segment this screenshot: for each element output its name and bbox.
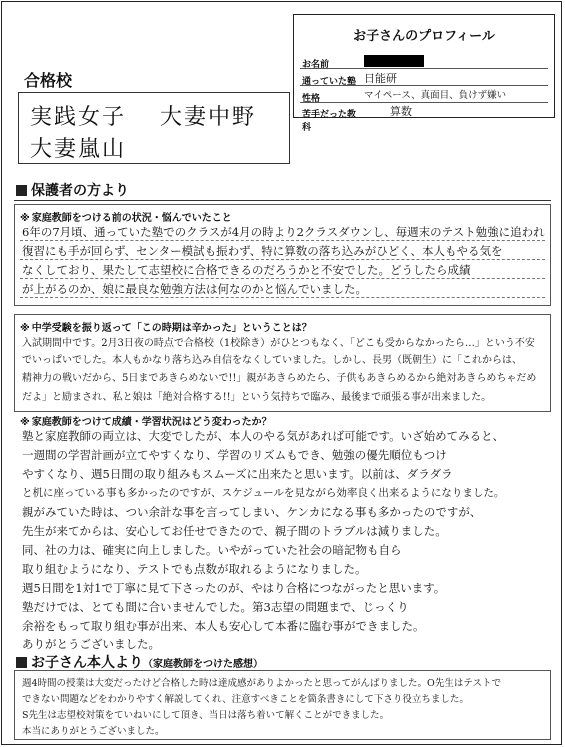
q3-title: ※ 家庭教師をつけて成績・学習状況はどう変わったか？ xyxy=(20,417,272,428)
q3-line: と机に座っている事も多かったのですが、スケジュールを見ながら効率良く出来るようになりました。 xyxy=(22,487,505,499)
school-label: 通っていた塾 xyxy=(302,77,357,87)
q1-title: ※ 家庭教師をつける前の状況・悩んでいたこと xyxy=(20,213,232,224)
parents-section-title: 保護者の方より xyxy=(16,180,129,200)
q3-line: 一週間の学習計画が立てやすくなり、学習のリズムもでき、勉強の優先順位もつけ xyxy=(22,448,447,462)
gokaku-title: 合格校 xyxy=(24,71,73,90)
q1-line: 復習にも手が回らず、センター模試も振わず、特に算数の落ち込みがひどく、本人もやる気を xyxy=(22,244,503,258)
q1-line: 6年の7月頃、通っていた塾でのクラスが4月の時より2クラスダウンし、毎週末のテスト勉強に追われ xyxy=(22,225,545,239)
child-section-title: お子さん本人より（家庭教師をつけた感想） xyxy=(16,652,263,672)
school-3: 大妻嵐山 xyxy=(30,137,127,162)
school-2: 大妻中野 xyxy=(160,105,257,130)
q1-line: が上がるのか、娘に最良な勉強方法は何なのかと悩んでいました。 xyxy=(22,282,367,296)
q2-line: 精神力の戦いだから、5日まであきらめないで!!」親があきらめたら、子供もあきらめるから絶対あきらめちゃだめ xyxy=(22,373,537,384)
q2-line: だよ」と励まされ、私と娘は「絶対合格する!!」という気持ちで臨み、最後まで頑張る事が出来ました。 xyxy=(22,392,492,403)
profile-box xyxy=(293,14,555,133)
q3-line: 同、社の力は、確実に向上しました。いやがっていた社会の暗記物も自ら xyxy=(22,543,402,557)
q2-line: でいっぱいでした。本人もかなり落ち込み自信をなくしていました。しかし、長男（既朝生）に「これからは、 xyxy=(22,355,522,366)
weak-subject-label: 苦手だった教科 xyxy=(302,110,357,133)
q3-line: 塾と家庭教師の両立は、大変でしたが、本人のやる気があれば可能です。いざ始めてみると、 xyxy=(22,429,505,443)
q3-line: やすくなり、週5日間の取り組みもスムーズに出来たと思います。以前は、ダラダラ xyxy=(22,467,453,481)
school-value: 日能研 xyxy=(364,72,397,85)
child-line: 週4時間の授業は大変だったけど合格した時は達成感がありよかったと思ってがんばりました。O先生はテストで xyxy=(22,678,501,689)
q1-line: なくしており、果たして志望校に合格できるのだろうかと不安でした。どうしたら成績 xyxy=(22,263,471,277)
q3-line: 親がみていた時は、つい余計な事を言ってしまい、ケンカになる事も多かったのですが、 xyxy=(22,505,482,519)
square-bullet-icon xyxy=(16,185,27,196)
q2-title: ※ 中学受験を振り返って「この時期は辛かった」ということは？ xyxy=(20,323,312,334)
q3-line: 余裕をもって取り組む事が出来、本人も安心して本番に臨む事ができました。 xyxy=(22,619,425,633)
q2-line: 入試期間中です。2月3日夜の時点で合格校（1校除き）がひとつもなく、「どこも受からなかったら…」という不安 xyxy=(22,338,535,349)
divider xyxy=(14,200,551,201)
q3-line: 塾だけでは、とても間に合いませんでした。第3志望の問題まで、じっくり xyxy=(22,600,409,614)
q3-line: ありがとうございました。 xyxy=(22,637,160,651)
weak-subject-value: 算数 xyxy=(390,105,412,118)
profile-row-weak xyxy=(294,103,554,133)
profile-row-school xyxy=(294,70,554,86)
child-line: できない問題などをわかりやすく解説してくれ、注意すべきことを箇条書きにして下さり役立ちました。 xyxy=(22,694,469,705)
redacted-name xyxy=(364,55,424,67)
personality-label: 性格 xyxy=(302,94,321,104)
q3-line: 週5日間を1対1で丁寧に見て下さったのが、やはり合格につながったと思います。 xyxy=(22,581,446,595)
profile-row-personality xyxy=(294,87,554,103)
profile-title: お子さんのプロフィール xyxy=(353,29,495,44)
child-line: S先生は志望校対策をていねいにして頂き、当日は落ち着いて解くことができました。 xyxy=(22,710,390,721)
name-label: お名前 xyxy=(302,60,330,70)
school-1: 実践女子 xyxy=(30,105,127,130)
profile-row-name xyxy=(294,53,554,69)
square-bullet-icon xyxy=(16,657,27,668)
personality-value: マイペース、真面目、負けず嫌い xyxy=(364,90,507,101)
q3-line: 先生が来てからは、安心してお任せできたので、親子間のトラブルは減りました。 xyxy=(22,524,447,538)
q3-line: 取り組むようになり、テストでも点数が取れるようになりました。 xyxy=(22,562,367,576)
child-line: 本当にありがとうございました。 xyxy=(22,726,165,737)
